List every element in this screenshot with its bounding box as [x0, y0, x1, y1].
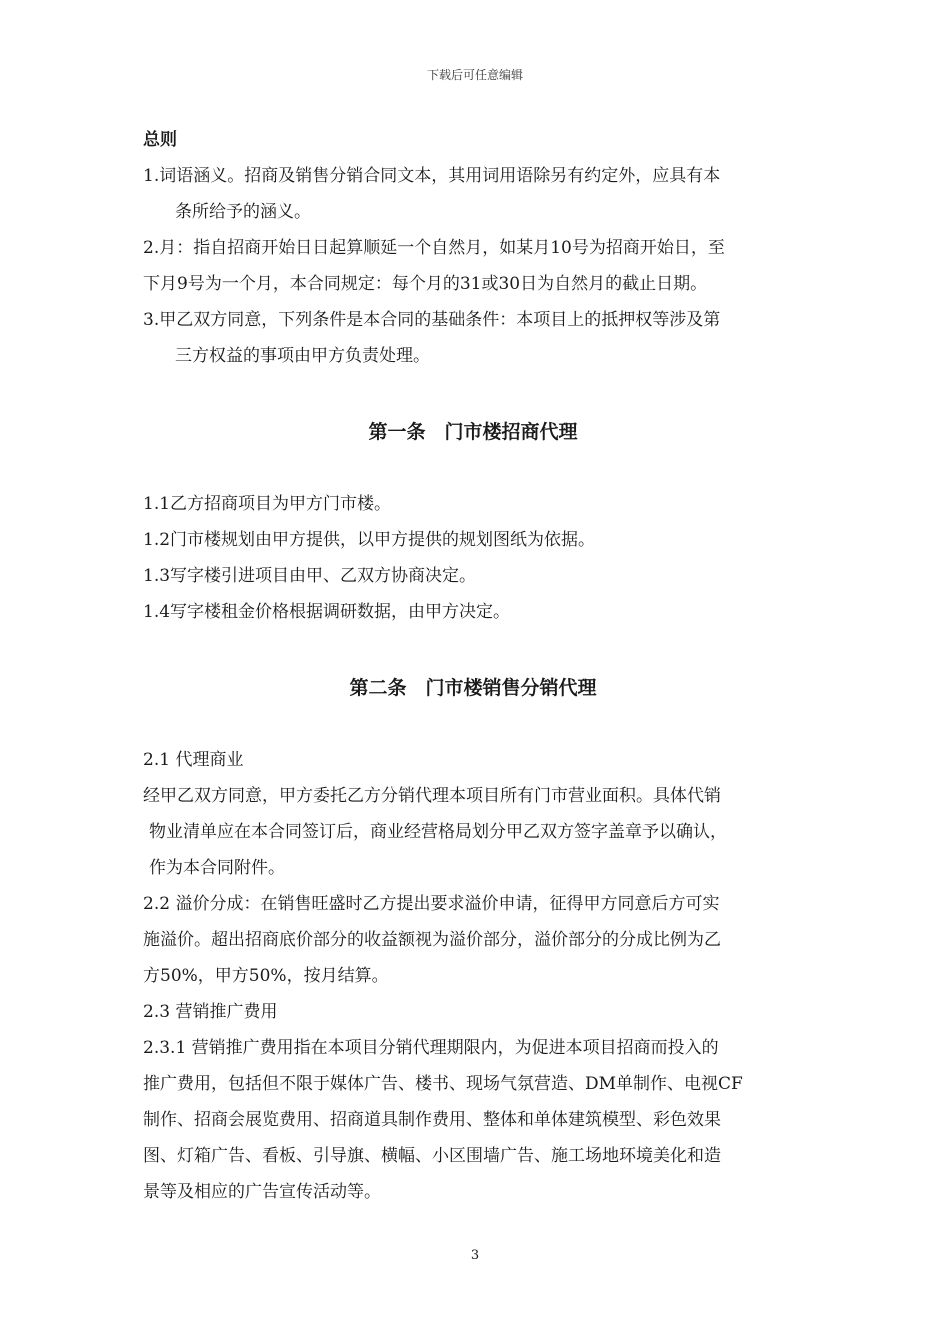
general-item-2-line-1: 2.月：指自招商开始日日起算顺延一个自然月，如某月10号为招商开始日，至 [143, 238, 725, 258]
article-2-2-line-2: 施溢价。超出招商底价部分的收益额视为溢价部分，溢价部分的分成比例为乙 [143, 930, 721, 950]
document-body [143, 122, 803, 1210]
section-title-general: 总则 [143, 130, 177, 150]
article-1-clause-4: 1.4写字楼租金价格根据调研数据，由甲方决定。 [143, 602, 511, 622]
article-2-3-1-line-1: 2.3.1 营销推广费用指在本项目分销代理期限内，为促进本项目招商而投入的 [143, 1038, 719, 1058]
article-2-1-line-1: 经甲乙双方同意，甲方委托乙方分销代理本项目所有门市营业面积。具体代销 [143, 786, 721, 806]
article-1-clause-3: 1.3写字楼引进项目由甲、乙双方协商决定。 [143, 566, 477, 586]
article-2-1-line-2: 物业清单应在本合同签订后，商业经营格局划分甲乙双方签字盖章予以确认， [149, 822, 727, 842]
article-2-1-title: 2.1 代理商业 [143, 750, 244, 770]
article-2-3-1-line-5: 景等及相应的广告宣传活动等。 [143, 1182, 381, 1202]
general-item-3-line-2: 三方权益的事项由甲方负责处理。 [175, 346, 430, 366]
article-2-1-line-3: 作为本合同附件。 [149, 858, 285, 878]
article-1-heading: 第一条 门市楼招商代理 [368, 421, 578, 443]
page-number: 3 [470, 1248, 480, 1263]
general-item-3-line-1: 3.甲乙双方同意，下列条件是本合同的基础条件：本项目上的抵押权等涉及第 [143, 310, 721, 330]
article-2-3-title: 2.3 营销推广费用 [143, 1002, 278, 1022]
article-1-clause-1: 1.1乙方招商项目为甲方门市楼。 [143, 494, 392, 514]
general-item-1-line-2: 条所给予的涵义。 [175, 202, 311, 222]
general-item-2-line-2: 下月9号为一个月，本合同规定：每个月的31或30日为自然月的截止日期。 [143, 274, 708, 294]
article-2-3-1-line-4: 图、灯箱广告、看板、引导旗、横幅、小区围墙广告、施工场地环境美化和造 [143, 1146, 721, 1166]
article-2-2-line-1: 2.2 溢价分成：在销售旺盛时乙方提出要求溢价申请，征得甲方同意后方可实 [143, 894, 720, 914]
article-1-clause-2: 1.2门市楼规划由甲方提供，以甲方提供的规划图纸为依据。 [143, 530, 596, 550]
page-header: 下载后可任意编辑 [426, 68, 523, 82]
article-2-3-1-line-3: 制作、招商会展览费用、招商道具制作费用、整体和单体建筑模型、彩色效果 [143, 1110, 721, 1130]
article-2-heading: 第二条 门市楼销售分销代理 [349, 677, 597, 699]
general-item-1-line-1: 1.词语涵义。招商及销售分销合同文本，其用词用语除另有约定外，应具有本 [143, 166, 721, 186]
article-2-3-1-line-2: 推广费用，包括但不限于媒体广告、楼书、现场气氛营造、DM单制作、电视CF [143, 1074, 743, 1094]
article-2-2-line-3: 方50%，甲方50%，按月结算。 [143, 966, 389, 986]
